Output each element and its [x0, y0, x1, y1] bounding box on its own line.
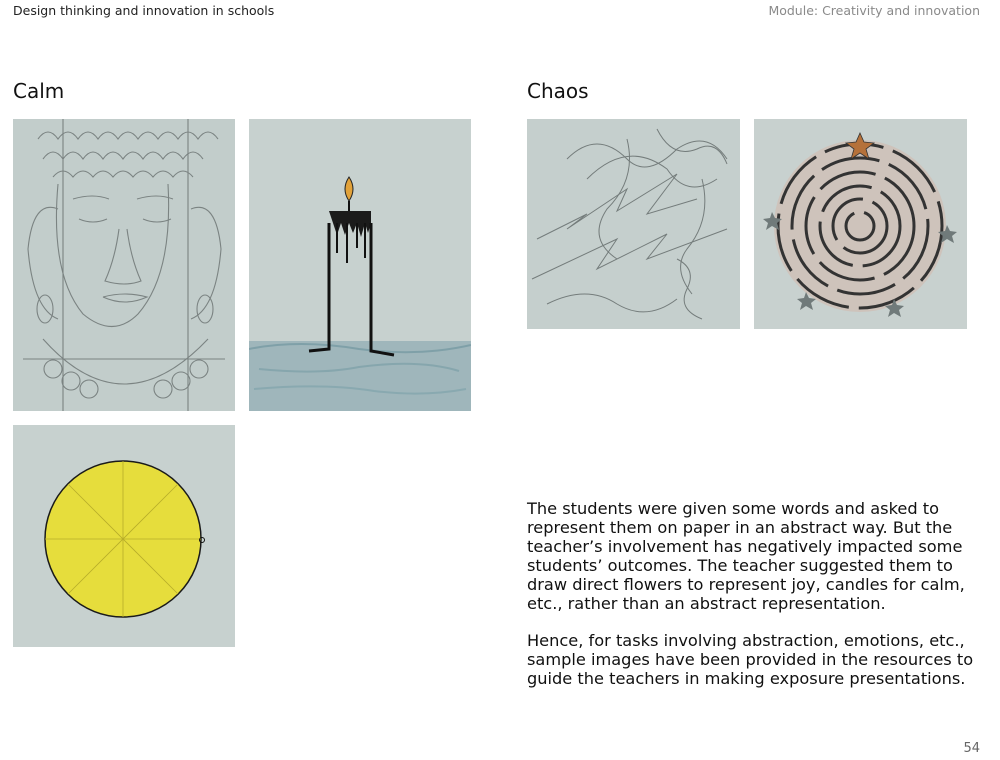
yellow-circle-image [13, 425, 235, 647]
page-number: 54 [963, 741, 980, 756]
section-title-chaos: Chaos [527, 79, 589, 103]
description-paragraph-1: The students were given some words and asked to represent them on paper in an abstract way. But the teacher’s involvement has negatively impacted some students’ outcomes. The teacher suggested them to draw direct flowers to represent joy, candles for calm, etc., rather than an abstract representation. [527, 499, 965, 613]
description-paragraph-2: Hence, for tasks involving abstraction, emotions, etc., sample images have been provided in the resources to guide the teachers in making exposure presentations. [527, 631, 974, 688]
candle-drawing-image [249, 119, 471, 411]
module-label: Module: Creativity and innovation [768, 3, 980, 18]
scribble-drawing-image [527, 119, 740, 329]
face-sketch-image [13, 119, 235, 411]
spiral-maze-image [754, 119, 967, 329]
section-title-calm: Calm [13, 79, 65, 103]
document-title: Design thinking and innovation in schools [13, 3, 275, 18]
